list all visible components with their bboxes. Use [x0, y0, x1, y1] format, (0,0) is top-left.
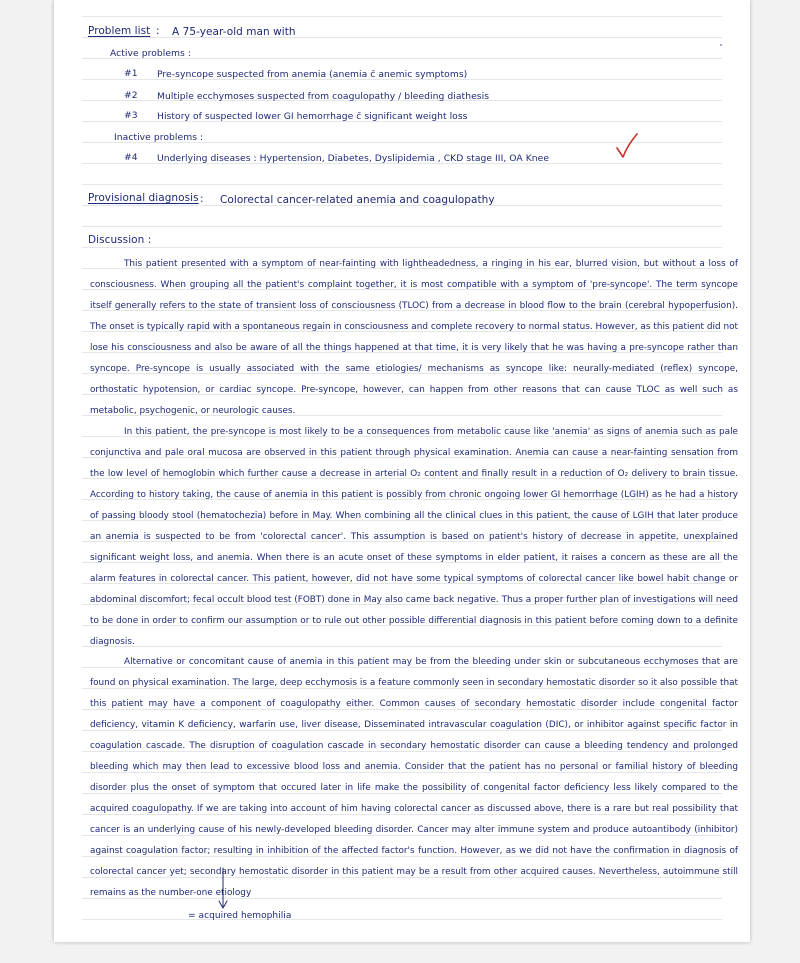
check-mark-icon	[615, 132, 639, 160]
ruled-line	[82, 16, 722, 17]
discussion-paragraph: This patient presented with a symptom of near-fainting with lightheadedness, a ringing in his ear, blurred vision, but without a loss of consciousness. When grouping all the patient's complaint together, it is most compatible with a symptom of 'pre-syncope'. The term syncope itself generally refers to the state of transient loss of consciousness (TLOC) from a decrease in blood flow to the brain (cerebral hypoperfusion). The onset is typically rapid with a spontaneous regain in consciousness and complete recovery to normal status. However, as this patient did not lose his consciousness and also be aware of all the things happened at that time, it is very likely that he was having a pre-syncope rather than syncope. Pre-syncope is usually associated with the same etiologies/ mechanisms as syncope like: neurally-mediated (reflex) syncope, orthostatic hypotension, or cardiac syncope. Pre-syncope, however, can happen from other reasons that can cause TLOC as well such as metabolic, psychogenic, or neurologic causes.	[90, 259, 738, 416]
problem-number: #2	[124, 90, 138, 101]
ruled-line	[82, 184, 722, 185]
active-problems-label: Active problems :	[110, 48, 192, 59]
problem-text: Underlying diseases : Hypertension, Diabetes, Dyslipidemia , CKD stage III, OA Knee	[157, 153, 550, 164]
discussion-paragraph: Alternative or concomitant cause of anemia in this patient may be from the bleeding under skin or subcutaneous ecchymoses that are found on physical examination. The large, deep ecchymosis is a feature commonly seen in secondary hemostatic disorder so it also possible that this patient may have a component of coagulopathy either. Common causes of secondary hemostatic disorder include congenital factor deficiency, vitamin K deficiency, warfarin use, liver disease, Disseminated intravascular coagulation (DIC), or inhibitor against specific factor in coagulation cascade. The disruption of coagulation cascade in secondary hemostatic disorder can cause a bleeding tendency and prolonged bleeding which may then lead to excessive blood loss and anemia. Consider that the patient has no personal or familial history of bleeding disorder plus the onset of symptom that occured later in life make the possibility of congenital factor deficiency less likely compared to the acquired coagulopathy. If we are taking into account of him having colorectal cancer as discussed above, there is a rare but real possibility that cancer is an underlying cause of his newly-developed bleeding disorder. Cancer may alter immune system and produce autoantibody (inhibitor) against coagulation factor; resulting in inhibition of the affected factor's function. However, as we did not have the confirmation in diagnosis of colorectal cancer yet; secondary hemostatic disorder in this patient may be a result from other acquired causes. Nevertheless, autoimmune still remains as the number-one etiology	[90, 657, 738, 898]
footnote-annotation: = acquired hemophilia	[188, 911, 292, 921]
down-arrow-icon	[217, 866, 229, 912]
ruled-line	[82, 919, 722, 920]
problem-list-heading: Problem list	[88, 25, 151, 37]
ruled-line	[82, 247, 722, 248]
ink-dot	[720, 44, 722, 46]
provisional-diagnosis-text: Colorectal cancer-related anemia and coagulopathy	[220, 194, 495, 206]
problem-text: Multiple ecchymoses suspected from coagulopathy / bleeding diathesis	[157, 91, 490, 102]
problem-number: #1	[124, 68, 138, 79]
notebook-page	[54, 0, 750, 942]
provisional-colon: :	[200, 193, 204, 205]
inactive-problems-label: Inactive problems :	[114, 132, 204, 143]
problem-list-colon: :	[156, 25, 160, 37]
ruled-line	[82, 226, 722, 227]
problem-text: Pre-syncope suspected from anemia (anemia c̄ anemic symptoms)	[157, 69, 468, 80]
provisional-diagnosis-heading: Provisional diagnosis	[88, 192, 199, 204]
problem-number: #3	[124, 110, 138, 121]
discussion-heading: Discussion :	[88, 234, 152, 246]
problem-number: #4	[124, 152, 138, 163]
problem-text: History of suspected lower GI hemorrhage c̄ significant weight loss	[157, 111, 468, 122]
patient-description: A 75-year-old man with	[172, 26, 296, 38]
discussion-paragraph: In this patient, the pre-syncope is most likely to be a consequences from metabolic cause like 'anemia' as signs of anemia such as pale conjunctiva and pale oral mucosa are observed in this patient through physical examination. Anemia can cause a near-fainting sensation from the low level of hemoglobin which further cause a decrease in arterial O₂ content and finally result in a reduction of O₂ delivery to brain tissue. According to history taking, the cause of anemia in this patient is possibly from chronic ongoing lower GI hemorrhage (LGIH) as he had a history of passing bloody stool (hematochezia) before in May. When combining all the clinical clues in this patient, the cause of LGIH that later produce an anemia is suspected to be from 'colorectal cancer'. This assumption is based on patient's history of decrease in appetite, unexplained significant weight loss, and anemia. When there is an acute onset of these symptoms in elder patient, it raises a concern as these are all the alarm features in colorectal cancer. This patient, however, did not have some typical symptoms of colorectal cancer like bowel habit change or abdominal discomfort; fecal occult blood test (FOBT) done in May also came back negative. Thus a proper further plan of investigations will need to be done in order to confirm our assumption or to rule out other possible differential diagnosis in this patient before coming down to a definite diagnosis.	[90, 427, 738, 647]
